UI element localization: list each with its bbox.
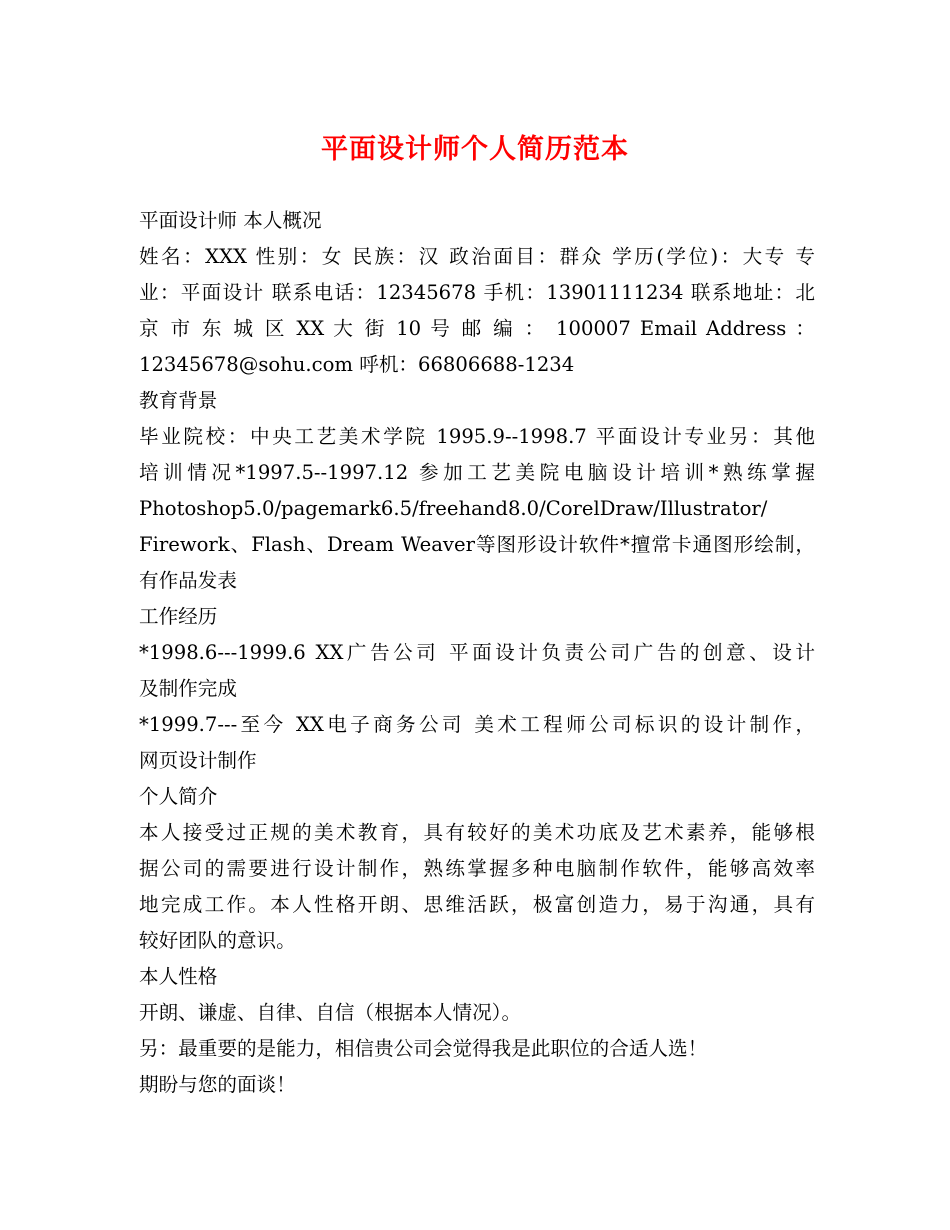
section-heading-profile: 平面设计师 本人概况 bbox=[139, 209, 322, 232]
education-line: Firework、Flash、Dream Weaver等图形设计软件*擅常卡通图形绘制， bbox=[139, 533, 815, 556]
education-line: 有作品发表 bbox=[139, 569, 237, 592]
personality-line: 开朗、谦虚、自律、自信（根据本人情况）。 bbox=[139, 1001, 522, 1024]
section-heading-work: 工作经历 bbox=[139, 605, 218, 628]
profile-line: 京 市 东 城 区 XX 大 街 10 号 邮 编 ： 100007 Email Address ： bbox=[139, 317, 815, 340]
closing-line: 另：最重要的是能力，相信贵公司会觉得我是此职位的合适人选！ bbox=[139, 1037, 708, 1060]
summary-line: 本人接受过正规的美术教育，具有较好的美术功底及艺术素养，能够根 bbox=[139, 821, 815, 844]
summary-line: 据公司的需要进行设计制作，熟练掌握多种电脑制作软件，能够高效率 bbox=[139, 857, 815, 880]
section-heading-personality: 本人性格 bbox=[139, 965, 218, 988]
work-line: *1999.7---至今 XX电子商务公司 美术工程师公司标识的设计制作， bbox=[139, 713, 815, 736]
education-line: 培训情况*1997.5--1997.12 参加工艺美院电脑设计培训*熟练掌握 bbox=[139, 461, 815, 484]
summary-line: 较好团队的意识。 bbox=[139, 929, 296, 952]
summary-line: 地完成工作。本人性格开朗、思维活跃，极富创造力，易于沟通，具有 bbox=[139, 893, 815, 916]
document-body bbox=[139, 203, 815, 1103]
profile-line: 12345678@sohu.com 呼机：66806688-1234 bbox=[139, 353, 575, 376]
work-line: 网页设计制作 bbox=[139, 749, 257, 772]
profile-line: 业：平面设计 联系电话：12345678 手机：13901111234 联系地址：北 bbox=[139, 281, 815, 304]
work-line: *1998.6---1999.6 XX广告公司 平面设计负责公司广告的创意、设计 bbox=[139, 641, 815, 664]
education-line: Photoshop5.0/pagemark6.5/freehand8.0/CorelDraw/Illustrator/ bbox=[139, 497, 768, 520]
document-title: 平面设计师个人简历范本 bbox=[321, 134, 629, 165]
section-heading-summary: 个人简介 bbox=[139, 785, 218, 808]
closing-line: 期盼与您的面谈！ bbox=[139, 1073, 296, 1096]
section-heading-education: 教育背景 bbox=[139, 389, 218, 412]
education-line: 毕业院校：中央工艺美术学院 1995.9--1998.7 平面设计专业另：其他 bbox=[139, 425, 815, 448]
profile-line: 姓名：XXX 性别：女 民族：汉 政治面目：群众 学历(学位)：大专 专 bbox=[139, 245, 815, 268]
work-line: 及制作完成 bbox=[139, 677, 237, 700]
